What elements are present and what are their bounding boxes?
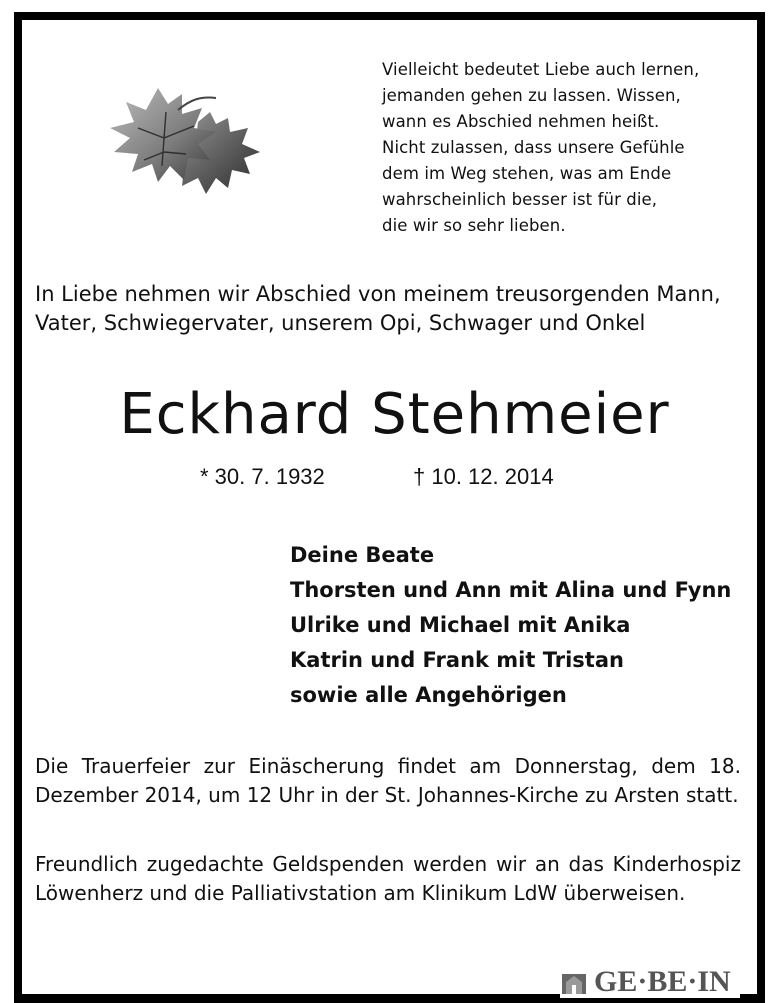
poem-line: dem im Weg stehen, was am Ende bbox=[382, 164, 672, 183]
mourners-list bbox=[290, 538, 731, 713]
gebein-logo-icon bbox=[560, 968, 588, 996]
intro-line: In Liebe nehmen wir Abschied von meinem treusorgenden Mann, bbox=[35, 282, 721, 306]
poem-line: Vielleicht bedeutet Liebe auch lernen, bbox=[382, 60, 700, 79]
mourner: Thorsten und Ann mit Alina und Fynn bbox=[290, 578, 732, 602]
intro-text bbox=[35, 280, 747, 338]
mourner: sowie alle Angehörigen bbox=[290, 683, 567, 707]
maple-leaf-image bbox=[78, 82, 268, 210]
mourner: Ulrike und Michael mit Anika bbox=[290, 613, 631, 637]
deceased-name: Eckhard Stehmeier bbox=[119, 382, 670, 447]
poem-line: jemanden gehen zu lassen. Wissen, bbox=[382, 86, 681, 105]
poem-line: die wir so sehr lieben. bbox=[382, 216, 566, 235]
donation-notice: Freundlich zugedachte Geldspenden werden wir an das Kinderhospiz Löwenherz und die Palliativstation am Klinikum LdW überweisen. bbox=[35, 852, 741, 905]
logo-text: GE·BE·IN bbox=[594, 965, 731, 998]
publisher-logo bbox=[560, 966, 740, 998]
death-date: † 10. 12. 2014 bbox=[413, 464, 554, 489]
mourner: Katrin und Frank mit Tristan bbox=[290, 648, 624, 672]
ceremony-notice: Die Trauerfeier zur Einäscherung findet am Donnerstag, dem 18. Dezember 2014, um 12 Uhr in der St. Johannes-Kirche zu Arsten statt. bbox=[35, 754, 741, 807]
poem bbox=[382, 57, 742, 239]
poem-line: Nicht zulassen, dass unsere Gefühle bbox=[382, 138, 685, 157]
intro-line: Vater, Schwiegervater, unserem Opi, Schwager und Onkel bbox=[35, 311, 646, 335]
mourner: Deine Beate bbox=[290, 543, 435, 567]
birth-date: * 30. 7. 1932 bbox=[200, 464, 325, 489]
poem-line: wahrscheinlich besser ist für die, bbox=[382, 190, 658, 209]
poem-line: wann es Abschied nehmen heißt. bbox=[382, 112, 660, 131]
